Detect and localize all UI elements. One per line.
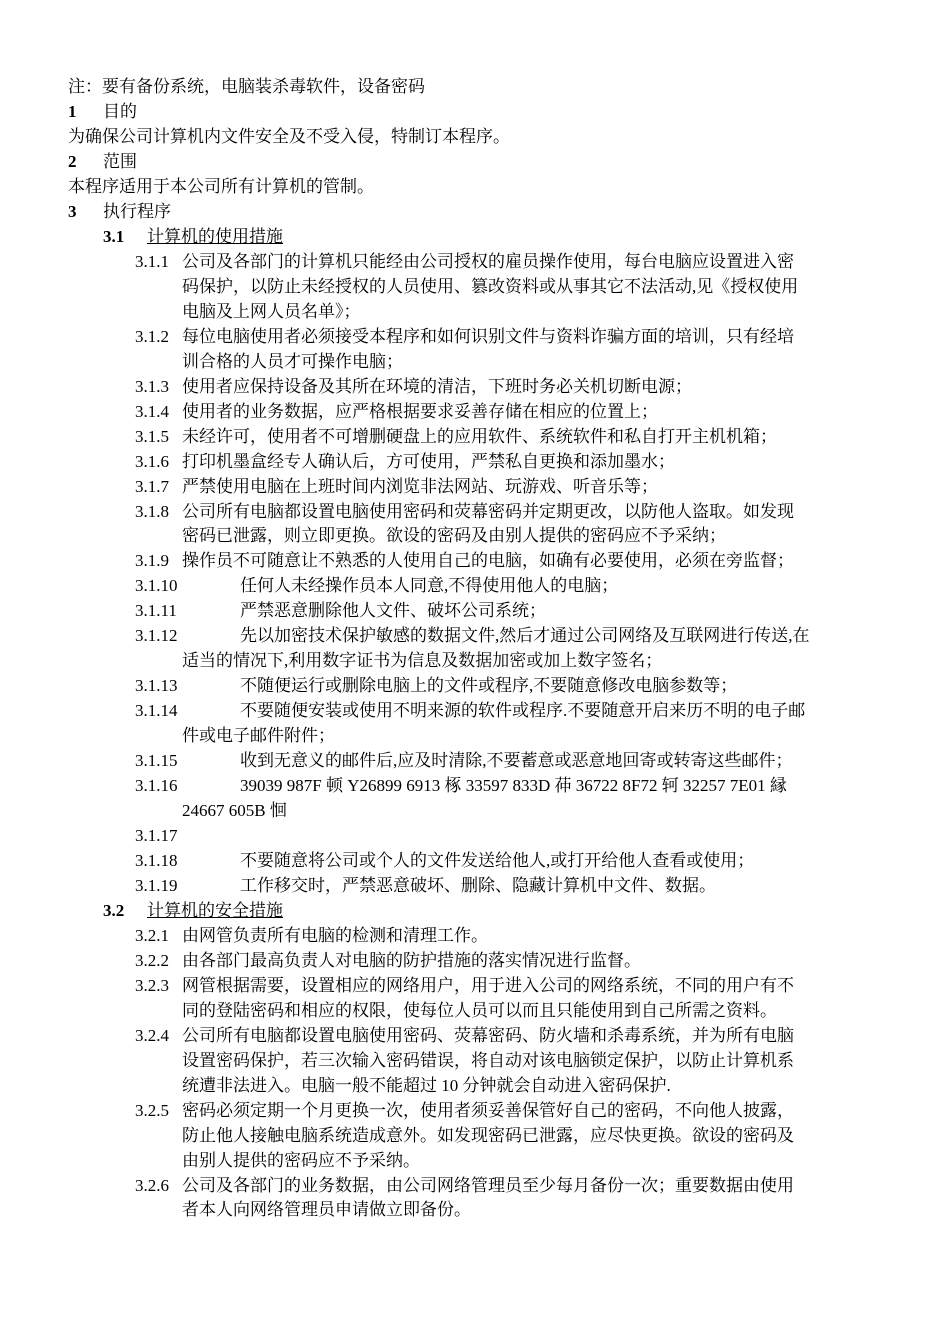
item-number: 3.1.11 [135, 601, 177, 621]
item-text-line: 码保护，以防止未经授权的人员使用、篡改资料或从事其它不法活动,见《授权使用 [182, 276, 799, 296]
item-text-line: 设置密码保护，若三次输入密码错误，将自动对该电脑锁定保护，以防止计算机系 [182, 1050, 794, 1070]
item-text-line: 密码必须定期一个月更换一次，使用者须妥善保管好自己的密码，不向他人披露， [182, 1100, 794, 1120]
item-number: 3.1.4 [135, 401, 169, 421]
item-text-line: 操作员不可随意让不熟悉的人使用自己的电脑，如确有必要使用，必须在旁监督； [182, 551, 794, 571]
item-text-line: 每位电脑使用者必须接受本程序和如何识别文件与资料诈骗方面的培训，只有经培 [182, 326, 794, 346]
item-number: 3.2.6 [135, 1175, 169, 1195]
item-text-line: 适当的情况下,利用数字证书为信息及数据加密或加上数字签名； [182, 651, 663, 671]
item-text-line: 39039 987F 顿 Y26899 6913 椓 33597 833D 茽 36722 8F72 轲 32257 7E01 縁 [240, 775, 787, 795]
item-number: 3.1.16 [135, 775, 178, 795]
item-text-line: 未经许可，使用者不可增删硬盘上的应用软件、系统软件和私自打开主机机箱； [182, 426, 777, 446]
item-text-line: 公司及各部门的业务数据，由公司网络管理员至少每月备份一次；重要数据由使用 [182, 1175, 794, 1195]
section-2-body: 本程序适用于本公司所有计算机的管制。 [68, 177, 374, 196]
item-number: 3.1.2 [135, 326, 169, 346]
section-1-title: 目的 [103, 102, 137, 121]
item-number: 3.1.10 [135, 576, 178, 596]
item-text-line: 由各部门最高负责人对电脑的防护措施的落实情况进行监督。 [182, 950, 641, 970]
item-text-line: 使用者应保持设备及其所在环境的清洁，下班时务必关机切断电源； [182, 376, 692, 396]
item-number: 3.1.6 [135, 451, 169, 471]
item-number: 3.2.1 [135, 926, 169, 945]
item-text-line: 由别人提供的密码应不予采纳。 [182, 1150, 420, 1170]
item-number: 3.1.13 [135, 676, 178, 696]
note-line: 注：要有备份系统，电脑装杀毒软件，设备密码 [68, 77, 425, 96]
item-number: 3.1.5 [135, 426, 169, 446]
item-text-line: 网管根据需要，设置相应的网络用户，用于进入公司的网络系统，不同的用户有不 [182, 975, 794, 995]
item-number: 3.1.17 [135, 825, 178, 845]
item-number: 3.1.18 [135, 850, 178, 870]
item-text-line: 防止他人接触电脑系统造成意外。如发现密码已泄露，应尽快更换。欲设的密码及 [182, 1125, 794, 1145]
item-text-line: 统遭非法进入。电脑一般不能超过 10 分钟就会自动进入密码保护. [182, 1075, 671, 1095]
item-text-line: 工作移交时，严禁恶意破坏、删除、隐藏计算机中文件、数据。 [240, 875, 716, 895]
item-number: 3.1.12 [135, 626, 178, 646]
item-text-line: 收到无意义的邮件后,应及时清除,不要蓄意或恶意地回寄或转寄这些邮件； [240, 751, 793, 770]
item-text-line: 任何人未经操作员本人同意,不得使用他人的电脑； [240, 576, 619, 596]
item-text-line: 公司及各部门的计算机只能经由公司授权的雇员操作使用，每台电脑应设置进入密 [182, 252, 794, 271]
item-number: 3.1.7 [135, 476, 169, 496]
section-2-number: 2 [68, 152, 77, 171]
section-1-body: 为确保公司计算机内文件安全及不受入侵，特制订本程序。 [68, 127, 510, 146]
item-number: 3.1.8 [135, 501, 169, 521]
item-number: 3.2.3 [135, 975, 169, 995]
item-number: 3.1.14 [135, 701, 178, 721]
item-text-line: 公司所有电脑都设置电脑使用密码、荧幕密码、防火墙和杀毒系统，并为所有电脑 [182, 1025, 794, 1045]
section-3-title: 执行程序 [103, 202, 171, 221]
item-number: 3.1.1 [135, 252, 169, 271]
item-number: 3.1.15 [135, 751, 178, 770]
item-text-line: 使用者的业务数据，应严格根据要求妥善存储在相应的位置上； [182, 401, 658, 421]
item-text-line: 公司所有电脑都设置电脑使用密码和荧幕密码并定期更改，以防他人盗取。如发现 [182, 501, 794, 521]
item-text-line: 先以加密技术保护敏感的数据文件,然后才通过公司网络及互联网进行传送,在 [240, 626, 810, 646]
item-text-line: 件或电子邮件附件； [182, 726, 335, 746]
item-text-line: 密码已泄露，则立即更换。欲设的密码及由别人提供的密码应不予采纳； [182, 526, 726, 546]
item-number: 3.2.2 [135, 950, 169, 970]
item-text-line: 电脑及上网人员名单》； [182, 301, 361, 321]
section-3-number: 3 [68, 202, 77, 221]
item-text-line: 不随便运行或删除电脑上的文件或程序,不要随意修改电脑参数等； [240, 676, 738, 696]
section-2-title: 范围 [103, 152, 137, 171]
section-3-2-number: 3.2 [103, 901, 125, 920]
item-text-line: 严禁使用电脑在上班时间内浏览非法网站、玩游戏、听音乐等； [182, 476, 658, 496]
item-text-line: 24667 605B 恛 [182, 800, 287, 820]
item-number: 3.1.19 [135, 875, 178, 895]
section-3-1-number: 3.1 [103, 227, 125, 246]
item-text-line: 打印机墨盒经专人确认后，方可使用，严禁私自更换和添加墨水； [182, 451, 675, 471]
section-3-2-title: 计算机的安全措施 [147, 901, 283, 920]
item-text-line: 严禁恶意删除他人文件、破坏公司系统； [240, 601, 546, 621]
item-number: 3.1.9 [135, 551, 169, 571]
item-number: 3.2.5 [135, 1100, 169, 1120]
item-number: 3.2.4 [135, 1025, 169, 1045]
item-text-line: 由网管负责所有电脑的检测和清理工作。 [182, 926, 488, 945]
section-1-number: 1 [68, 102, 77, 121]
item-text-line: 不要随便安装或使用不明来源的软件或程序.不要随意开启来历不明的电子邮 [240, 701, 806, 721]
item-text-line: 不要随意将公司或个人的文件发送给他人,或打开给他人查看或使用； [240, 850, 755, 870]
section-3-1-title: 计算机的使用措施 [147, 227, 283, 246]
item-text-line: 者本人向网络管理员申请做立即备份。 [182, 1200, 471, 1220]
item-text-line: 训合格的人员才可操作电脑； [182, 351, 403, 371]
item-text-line: 同的登陆密码和相应的权限，使每位人员可以而且只能使用到自己所需之资料。 [182, 1000, 777, 1020]
item-number: 3.1.3 [135, 376, 169, 396]
